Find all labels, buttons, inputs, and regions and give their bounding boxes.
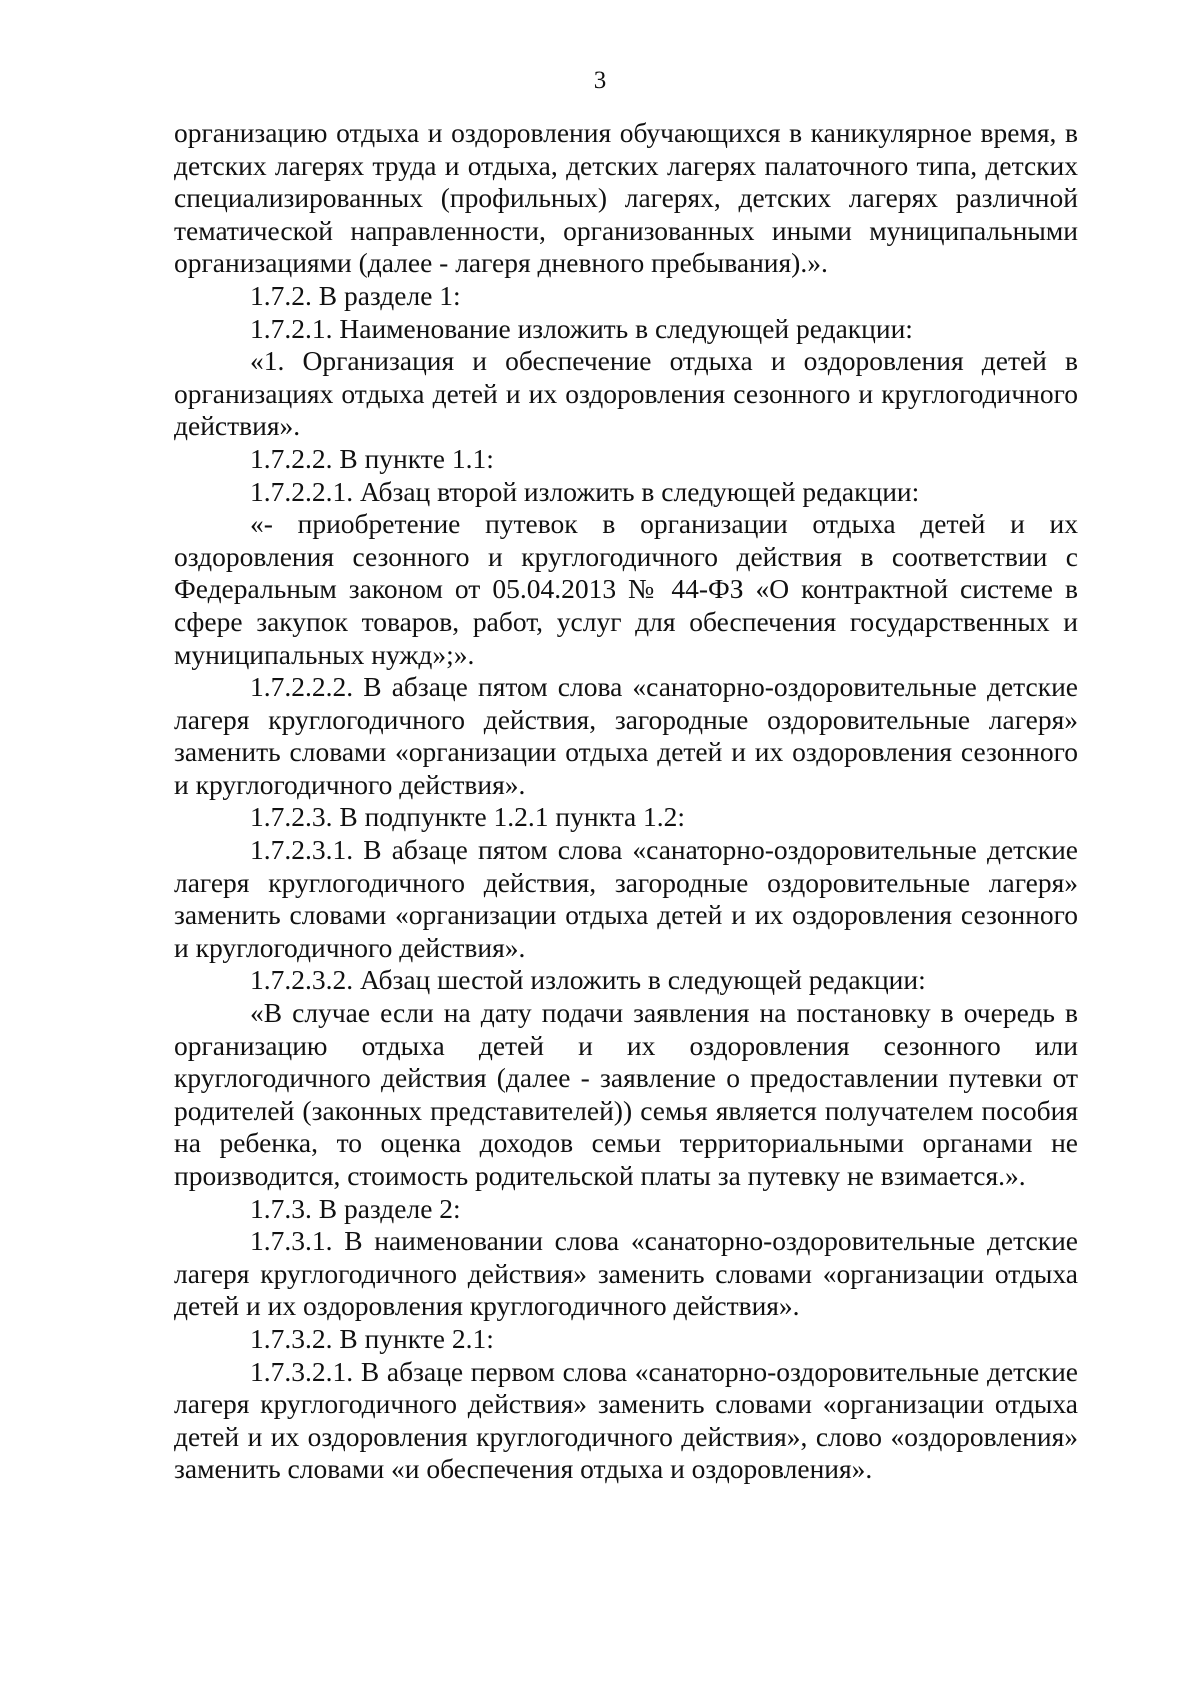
quoted-section-title: «1. Организация и обеспечение отдыха и оздоровления детей в организациях отдыха детей и их оздоровления сезонного и круглогодичного действия».: [174, 345, 1078, 442]
clause-1-7-2-3-1: 1.7.2.3.1. В абзаце пятом слова «санаторно-оздоровительные детские лагеря круглогодичного действия, загородные оздоровительные лагеря» заменить словами «организации отдыха детей и их оздоровления сезонного и круглогодичного действия».: [174, 834, 1078, 963]
quoted-paragraph-purchase: «- приобретение путевок в организации отдыха детей и их оздоровления сезонного и круглогодичного действия в соответствии с Федеральным законом от 05.04.2013 № 44-ФЗ «О контрактной системе в сфере закупок товаров, работ, услуг для обеспечения государственных и муниципальных нужд»;».: [174, 508, 1078, 670]
clause-1-7-3-2: 1.7.3.2. В пункте 2.1:: [250, 1322, 494, 1354]
paragraph-continuation: организацию отдыха и оздоровления обучающихся в каникулярное время, в детских лагерях труда и отдыха, детских лагерях палаточного типа, детских специализированных (профильных) лагерях, детских лагерях различной тематической направленности, организованных иными муниципальными организациями (далее - лагеря дневного пребывания).».: [174, 117, 1078, 279]
clause-1-7-2-3: 1.7.2.3. В подпункте 1.2.1 пункта 1.2:: [250, 801, 686, 833]
clause-1-7-2-1: 1.7.2.1. Наименование изложить в следующей редакции:: [250, 312, 913, 344]
document-body: [174, 117, 1078, 1486]
clause-1-7-3-1: 1.7.3.1. В наименовании слова «санаторно-оздоровительные детские лагеря круглогодичного действия» заменить словами «организации отдыха детей и их оздоровления круглогодичного действия».: [174, 1225, 1078, 1322]
page-number: 3: [593, 67, 607, 94]
clause-1-7-3: 1.7.3. В разделе 2:: [250, 1192, 461, 1224]
clause-1-7-2-2-1: 1.7.2.2.1. Абзац второй изложить в следующей редакции:: [250, 475, 920, 507]
clause-1-7-2-3-2: 1.7.2.3.2. Абзац шестой изложить в следующей редакции:: [250, 964, 926, 996]
clause-1-7-3-2-1: 1.7.3.2.1. В абзаце первом слова «санаторно-оздоровительные детские лагеря круглогодичного действия» заменить словами «организации отдыха детей и их оздоровления круглогодичного действия», слово «оздоровления» заменить словами «и обеспечения отдыха и оздоровления».: [174, 1355, 1078, 1485]
clause-1-7-2-2: 1.7.2.2. В пункте 1.1:: [250, 442, 494, 474]
clause-1-7-2-2-2: 1.7.2.2.2. В абзаце пятом слова «санаторно-оздоровительные детские лагеря круглогодичного действия, загородные оздоровительные лагеря» заменить словами «организации отдыха детей и их оздоровления сезонного и круглогодичного действия».: [174, 671, 1078, 800]
clause-1-7-2: 1.7.2. В разделе 1:: [250, 279, 461, 311]
quoted-paragraph-application: «В случае если на дату подачи заявления на постановку в очередь в организацию отдыха детей и их оздоровления сезонного или круглогодичного действия (далее - заявление о предоставлении путевки от родителей (законных представителей)) семья является получателем пособия на ребенка, то оценка доходов семьи территориальными органами не производится, стоимость родительской платы за путевку не взимается.».: [174, 997, 1078, 1191]
